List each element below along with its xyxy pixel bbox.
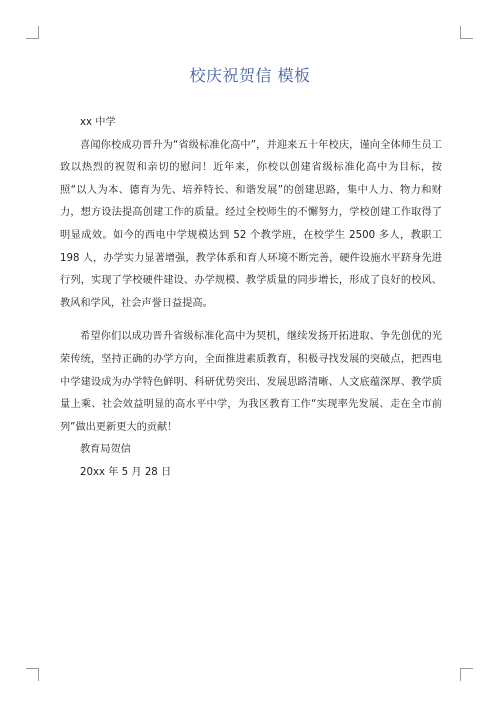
- document-title: 校庆祝贺信 模板: [189, 66, 311, 85]
- crop-mark-bottom-right: [460, 668, 473, 681]
- document-body: [60, 112, 442, 485]
- signature-line: 教育局贺信: [80, 444, 131, 456]
- crop-mark-top-right: [460, 26, 473, 39]
- body-paragraph-1: 喜闻你校成功晋升为“省级标准化高中”，并迎来五十年校庆，谨向全体师生员工致以热烈的祝贺和亲切的慰问！近年来，你校以创建省级标准化高中为目标，按照“以人为本、德育为先、培养特长、和谐发展”的创建思路，集中人力、物力和财力，想方设法提高创建工作的质量。经过全校师生的不懈努力，学校创建工作取得了明显成效。如今的西电中学规模达到 52 个教学班，在校学生 2500 多人，教职工 198 人，办学实力显著增强，教学体系和育人环境不断完善，硬件设施水平跻身先进行列，实现了学校硬件建设、办学规模、教学质量的同步增长，形成了良好的校风、教风和学风，社会声誉日益提高。: [60, 139, 442, 309]
- crop-mark-bottom-left: [26, 668, 39, 681]
- recipient-line: xx 中学: [80, 117, 116, 128]
- date-line: 20xx 年 5 月 28 日: [80, 466, 172, 478]
- body-paragraph-2: 希望你们以成功晋升省级标准化高中为契机，继续发扬开拓进取、争先创优的光荣传统，坚持正确的办学方向，全面推进素质教育，积极寻找发展的突破点，把西电中学建设成为办学特色鲜明、科研优势突出、发展思路清晰、人文底蕴深厚、教学质量上乘、社会效益明显的高水平中学，为我区教育工作“实现率先发展、走在全市前列”做出更新更大的贡献！: [60, 331, 442, 433]
- crop-mark-top-left: [26, 26, 39, 39]
